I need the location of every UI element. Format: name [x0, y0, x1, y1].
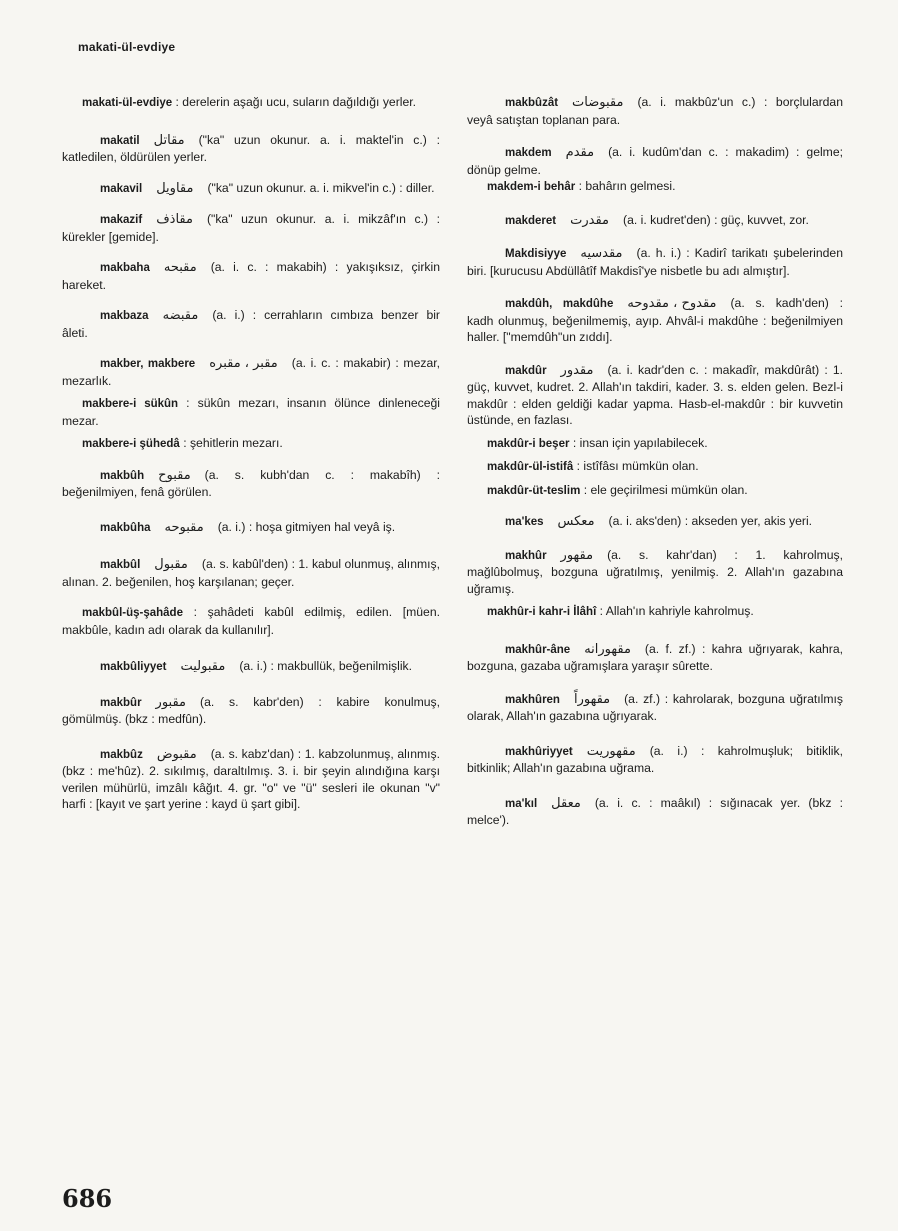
- entry-definition: (a. i. c. : maâkıl) : sığınacak yer. (bkz : melce').: [467, 795, 843, 827]
- entry-headword: makhûr-âne: [505, 643, 571, 656]
- entry-definition: (a. i. makbûz'un c.) : borçlulardan veyâ satıştan toplanan para.: [467, 95, 843, 127]
- entry-definition: ("ka" uzun okunur. a. i. maktel'in c.) : katledilen, öldürülen yerler.: [62, 132, 440, 164]
- entry-indent: [467, 459, 487, 473]
- entry-headword: ma'kıl: [505, 797, 538, 810]
- entry-definition: (a. s. kabr'den) : kabire konulmuş, gömülmüş. (bkz : medfûn).: [62, 694, 440, 726]
- entry-headword: makavil: [100, 182, 143, 195]
- entry-definition: : ele geçirilmesi mümkün olan.: [583, 482, 748, 497]
- entry-definition: : istîfâsı mümkün olan.: [576, 459, 699, 473]
- dictionary-entry: [62, 395, 440, 429]
- entry-indent: [62, 95, 82, 109]
- entry-indent: [62, 212, 100, 226]
- entry-indent: [62, 396, 82, 410]
- entry-headword: makbaha: [100, 262, 150, 274]
- entry-arabic-script: مقبول: [154, 557, 188, 572]
- right-column: [467, 94, 843, 829]
- dictionary-entry: [467, 435, 843, 453]
- entry-definition: (a. s. kahr'dan) : 1. kahrolmuş, mağlûbolmuş, bozguna uğratılmış, yenilmiş. 2. Allah'ın gazabına uğramış.: [467, 547, 843, 596]
- entry-headword: makdûr-üt-teslim: [487, 484, 581, 497]
- entry-headword: makdem: [505, 147, 552, 159]
- entry-definition: : derelerin aşağı ucu, suların dağıldığı yerler.: [175, 95, 417, 109]
- entry-indent: [467, 145, 505, 159]
- entry-definition: (a. s. kabûl'den) : 1. kabul olunmuş, alınmış, alınan. 2. beğenilen, hoş karşılanan; geçer.: [62, 557, 440, 589]
- entry-headword: makazif: [100, 214, 143, 226]
- dictionary-entry: [467, 94, 843, 128]
- dictionary-entry: [467, 743, 843, 777]
- entry-headword: makbûl-üş-şahâde: [82, 607, 183, 619]
- entry-indent: [467, 744, 505, 758]
- dictionary-entry: [62, 556, 440, 590]
- entry-headword: makbûliyyet: [100, 661, 167, 673]
- entry-indent: [467, 246, 505, 260]
- dictionary-entry: [467, 362, 843, 429]
- dictionary-entry: [467, 547, 843, 598]
- dictionary-entry: [62, 658, 440, 676]
- entry-headword: Makdisiyye: [505, 248, 567, 260]
- left-column: [62, 94, 440, 813]
- dictionary-entry: [467, 603, 843, 621]
- running-header: makati-ül-evdiye: [78, 40, 176, 54]
- entry-indent: [62, 747, 100, 761]
- entry-arabic-script: مقبر ، مقبره: [209, 356, 278, 371]
- entry-headword: ma'kes: [505, 516, 544, 528]
- entry-definition: (a. i. aks'den) : akseden yer, akis yeri.: [608, 514, 813, 528]
- dictionary-entry: [62, 259, 440, 293]
- entry-indent: [62, 695, 100, 709]
- entry-headword: makbûl: [100, 559, 141, 571]
- entry-definition: (a. i. kadr'den c. : makadîr, makdûrât) : 1. güç, kuvvet, kudret. 2. Allah'ın takdiri, kader. 3. s. elden gelen. Bezl-i makdûr : elden geldiği kadar yapma. Hasb-el-makdûr : bir kuvvetin üstünde, en fazlası.: [467, 362, 843, 427]
- entry-indent: [62, 260, 100, 274]
- entry-headword: makhûr-i kahr-i İlâhî: [487, 606, 597, 618]
- entry-indent: [467, 692, 505, 706]
- dictionary-entry: [467, 245, 843, 279]
- entry-arabic-script: مقبوضات: [572, 95, 624, 110]
- entry-indent: [62, 520, 100, 534]
- entry-definition: (a. s. kadh'den) : kadh olunmuş, beğenilmemiş, ayıp. Ahvâl-i makdûhe : beğenilmiyen haller. ["memdûh"un zıddı].: [467, 296, 843, 344]
- dictionary-entry: [62, 435, 440, 453]
- dictionary-entry: [467, 212, 843, 230]
- entry-arabic-script: مقبوح: [158, 467, 191, 483]
- dictionary-entry: [62, 604, 440, 638]
- entry-definition: (a. s. kabz'dan) : 1. kabzolunmuş, alınmış. (bkz : me'hûz). 2. sıkılmış, daraltılmış. 3. i. bir şeyin alındığına karşı verilen mühürlü, imzâlı kâğıt. 4. gr. "o" ve "ü" sesleri ile okunan "v" harfi : [kayıt ve şart yerine : kayd ü şart gibi].: [62, 746, 440, 811]
- entry-arabic-script: مقاذف: [156, 212, 193, 227]
- dictionary-entry: [62, 132, 440, 166]
- entry-headword: makhûr: [505, 549, 547, 562]
- entry-arabic-script: مقبور: [155, 694, 187, 710]
- dictionary-entry: [467, 641, 843, 675]
- entry-indent: [467, 296, 505, 310]
- entry-indent: [62, 468, 100, 482]
- entry-definition: (a. i. kudret'den) : güç, kuvvet, zor.: [623, 212, 809, 227]
- dictionary-entry: [467, 295, 843, 346]
- entry-definition: ("ka" uzun okunur. a. i. mikzâf'ın c.) : kürekler [gemide].: [62, 212, 440, 244]
- dictionary-entry: [62, 355, 440, 389]
- entry-headword: makdûr: [505, 364, 547, 377]
- dictionary-entry: [467, 482, 843, 500]
- entry-indent: [467, 604, 487, 618]
- entry-definition: (a. i. c. : makabih) : yakışıksız, çirkin hareket.: [62, 260, 440, 292]
- entry-indent: [467, 642, 505, 656]
- entry-arabic-script: مقدوح ، مقدوحه: [627, 296, 717, 311]
- entry-headword: makbaza: [100, 310, 149, 322]
- entry-arabic-script: مقدور: [560, 362, 594, 378]
- page-number: 686: [62, 1184, 113, 1213]
- entry-headword: makdem-i behâr: [487, 181, 576, 193]
- entry-definition: (a. i. c. : makabir) : mezar, mezarlık.: [62, 356, 440, 388]
- entry-arabic-script: مقبوض: [156, 746, 197, 762]
- entry-headword: makatil: [100, 134, 140, 147]
- dictionary-entry: [467, 795, 843, 829]
- dictionary-entry: [62, 467, 440, 501]
- entry-arabic-script: مقاويل: [156, 180, 194, 196]
- entry-arabic-script: معقل: [551, 795, 581, 811]
- entry-headword: makdûr-i beşer: [487, 437, 570, 450]
- entry-headword: makhûren: [505, 693, 560, 706]
- entry-headword: makdûh, makdûhe: [505, 298, 614, 310]
- entry-definition: (a. i. kudûm'dan c. : makadim) : gelme; dönüp gelme.: [467, 145, 843, 177]
- entry-indent: [62, 659, 100, 673]
- dictionary-entry: [467, 691, 843, 725]
- entry-definition: (a. h. i.) : Kadirî tarikatı şubelerinden biri. [kurucusu Abdüllâtîf Makdisî'ye nisbetle bu adı almıştır].: [467, 246, 843, 278]
- entry-headword: makbûr: [100, 696, 142, 709]
- entry-headword: makber, makbere: [100, 358, 196, 370]
- entry-definition: (a. i.) : makbullük, beğenilmişlik.: [239, 659, 413, 673]
- entry-definition: : şahâdeti kabûl edilmiş, edilen. [müen. makbûle, kadın adı olarak da kullanılır].: [62, 605, 440, 637]
- dictionary-entry: [467, 178, 843, 196]
- entry-definition: (a. i.) : cerrahların cımbıza benzer bir âleti.: [62, 308, 440, 340]
- entry-indent: [467, 483, 487, 497]
- entry-indent: [467, 363, 505, 377]
- dictionary-entry: [467, 458, 843, 476]
- entry-arabic-script: مقهورانه: [584, 641, 631, 657]
- entry-indent: [62, 557, 100, 571]
- entry-indent: [467, 514, 505, 528]
- entry-headword: makbûha: [100, 521, 151, 534]
- entry-headword: makbûzât: [505, 97, 559, 109]
- dictionary-entry: [467, 144, 843, 178]
- entry-headword: makderet: [505, 214, 557, 227]
- dictionary-entry: [62, 519, 440, 537]
- entry-arabic-script: مقبوحه: [164, 519, 204, 535]
- dictionary-entry: [62, 307, 440, 341]
- entry-definition: : şehitlerin mezarı.: [183, 436, 283, 450]
- dictionary-entry: [62, 211, 440, 245]
- entry-definition: : bahârın gelmesi.: [578, 179, 676, 193]
- entry-arabic-script: مقبضه: [162, 308, 199, 323]
- entry-indent: [467, 436, 487, 450]
- dictionary-entry: [62, 746, 440, 813]
- entry-headword: makdûr-ül-istifâ: [487, 461, 574, 473]
- entry-definition: ("ka" uzun okunur. a. i. mikvel'in c.) : diller.: [207, 180, 435, 195]
- entry-arabic-script: مقهوريت: [586, 743, 636, 759]
- entry-definition: (a. i.) : hoşa gitmiyen hal veyâ iş.: [217, 519, 396, 534]
- entry-arabic-script: مقهوراً: [573, 691, 611, 707]
- entry-headword: makbûz: [100, 748, 143, 761]
- entry-indent: [62, 605, 82, 619]
- entry-indent: [467, 179, 487, 193]
- entry-indent: [467, 548, 505, 562]
- dictionary-entry: [62, 180, 440, 198]
- entry-headword: makati-ül-evdiye: [82, 97, 173, 109]
- entry-indent: [62, 181, 100, 195]
- entry-indent: [467, 213, 505, 227]
- entry-indent: [467, 796, 505, 810]
- entry-indent: [62, 133, 100, 147]
- entry-indent: [62, 356, 100, 370]
- entry-definition: : Allah'ın kahriyle kahrolmuş.: [599, 604, 754, 618]
- entry-indent: [467, 95, 505, 109]
- entry-definition: : sükûn mezarı, insanın ölünce dinleneceği mezar.: [62, 396, 440, 428]
- entry-definition: (a. f. zf.) : kahra uğrıyarak, kahra, bozguna, gazaba uğramışlara yaraşır sûrette.: [467, 641, 843, 673]
- dictionary-entry: [62, 94, 440, 112]
- entry-arabic-script: معكس: [557, 514, 595, 529]
- entry-indent: [62, 308, 100, 322]
- entry-definition: (a. i.) : kahrolmuşluk; bitiklik, bitkinlik; Allah'ın gazabına uğrama.: [467, 743, 843, 775]
- dictionary-entry: [62, 694, 440, 728]
- entry-arabic-script: مقاتل: [153, 132, 185, 148]
- entry-headword: makbûh: [100, 469, 145, 482]
- entry-indent: [62, 436, 82, 450]
- entry-arabic-script: مقبحه: [163, 260, 197, 275]
- dictionary-entry: [467, 513, 843, 531]
- entry-arabic-script: مقدرت: [570, 212, 610, 228]
- entry-arabic-script: مقدسيه: [580, 246, 623, 261]
- entry-arabic-script: مقدم: [565, 145, 595, 160]
- entry-headword: makbere-i sükûn: [82, 398, 179, 410]
- entry-headword: makbere-i şühedâ: [82, 438, 180, 450]
- entry-definition: : insan için yapılabilecek.: [572, 435, 708, 450]
- entry-definition: (a. s. kubh'dan c. : makabîh) : beğenilmiyen, fenâ görülen.: [62, 467, 440, 499]
- entry-arabic-script: مقبوليت: [180, 659, 226, 674]
- entry-headword: makhûriyyet: [505, 745, 573, 758]
- entry-definition: (a. zf.) : kahrolarak, bozguna uğratılmış olarak, Allah'ın gazabına uğrıyarak.: [467, 691, 843, 723]
- entry-arabic-script: مقهور: [560, 547, 594, 563]
